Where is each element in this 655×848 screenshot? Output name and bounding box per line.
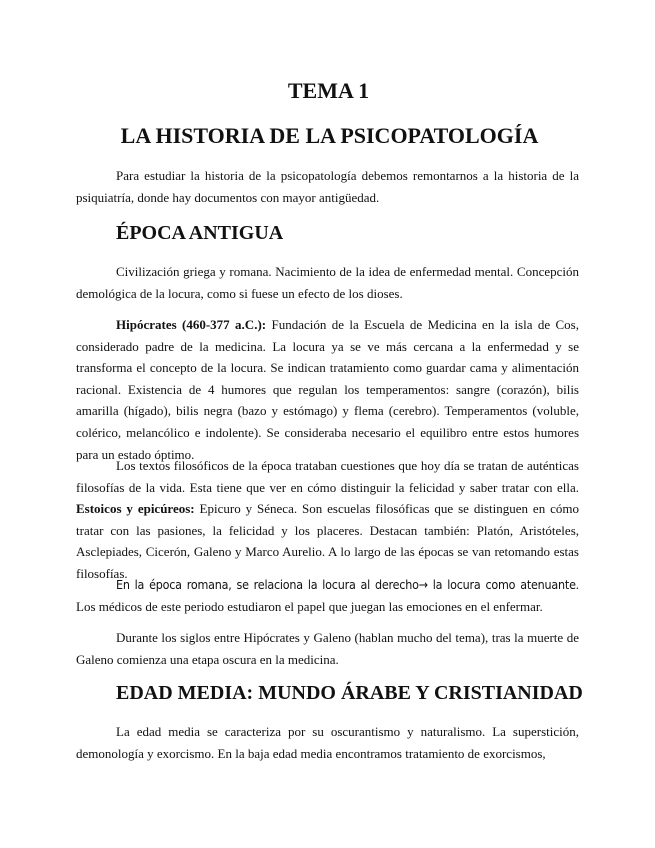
paragraph-galeno: Durante los siglos entre Hipócrates y Galeno (hablan mucho del tema), tras la muerte de Galeno comienza una etapa oscura en la medicina. — [76, 630, 579, 667]
hipocrates-label: Hipócrates (460-377 a.C.): — [116, 317, 267, 332]
romana-text-special-2: la locura como atenuante — [427, 577, 576, 592]
document-title: LA HISTORIA DE LA PSICOPATOLOGÍA — [120, 123, 539, 148]
arrow-symbol: → — [418, 577, 428, 592]
filosofia-text-1: Los textos filosóficos de la época trataban cuestiones que hoy día se tratan de auténticas filosofías de la vida. Esta tiene que ver en cómo distinguir la felicidad y saber tratar con ella. — [76, 458, 579, 495]
filosofia-text-2: Epicuro y Séneca. Son escuelas filosóficas que se distinguen en cómo tratar con las pasiones, la felicidad y los placeres. Destacan también: Platón, Aristóteles, Asclepiades, Cicerón, Galeno y Marco Aurelio. A lo largo de las épocas se van retomando estas filosofías. — [76, 501, 579, 581]
heading-edad-media: EDAD MEDIA: MUNDO ÁRABE Y CRISTIANIDAD — [116, 682, 583, 704]
romana-text-special: En la época romana, se relaciona la locura al derecho — [116, 577, 419, 592]
tema-number: TEMA 1 — [287, 78, 370, 103]
paragraph-filosofia — [76, 455, 579, 585]
paragraph-hipocrates — [76, 314, 579, 465]
paragraph-civilizacion: Civilización griega y romana. Nacimiento de la idea de enfermedad mental. Concepción demológica de la locura, como si fuese un efecto de los dioses. — [76, 264, 579, 301]
heading-epoca-antigua: ÉPOCA ANTIGUA — [116, 222, 284, 244]
hipocrates-text: Fundación de la Escuela de Medicina en la isla de Cos, considerado padre de la medicina. La locura ya se ve más cercana a la enfermedad y se transforma el concepto de la locura. Se indican tratamiento como guardar cama y alimentación racional. Existencia de 4 humores que regulan los temperamentos: sangre (corazón), bilis amarilla (hígado), bilis negra (bazo y estómago) y flema (cerebro). Temperamentos (voluble, colérico, melancólico e indolente). Se consideraba necesario el equilibro entre estos humores para un estado óptimo. — [76, 317, 579, 462]
intro-paragraph: Para estudiar la historia de la psicopatología debemos remontarnos a la historia de la psiquiatría, donde hay documentos con mayor antigüedad. — [76, 168, 579, 205]
paragraph-edad-media: La edad media se caracteriza por su oscurantismo y naturalismo. La superstición, demonología y exorcismo. En la baja edad media encontramos tratamiento de exorcismos, — [76, 724, 579, 761]
romana-text: . Los médicos de este periodo estudiaron el papel que juegan las emociones en el enfermar. — [76, 577, 579, 614]
estoicos-label: Estoicos y epicúreos: — [76, 501, 195, 517]
paragraph-epoca-romana — [76, 574, 579, 617]
